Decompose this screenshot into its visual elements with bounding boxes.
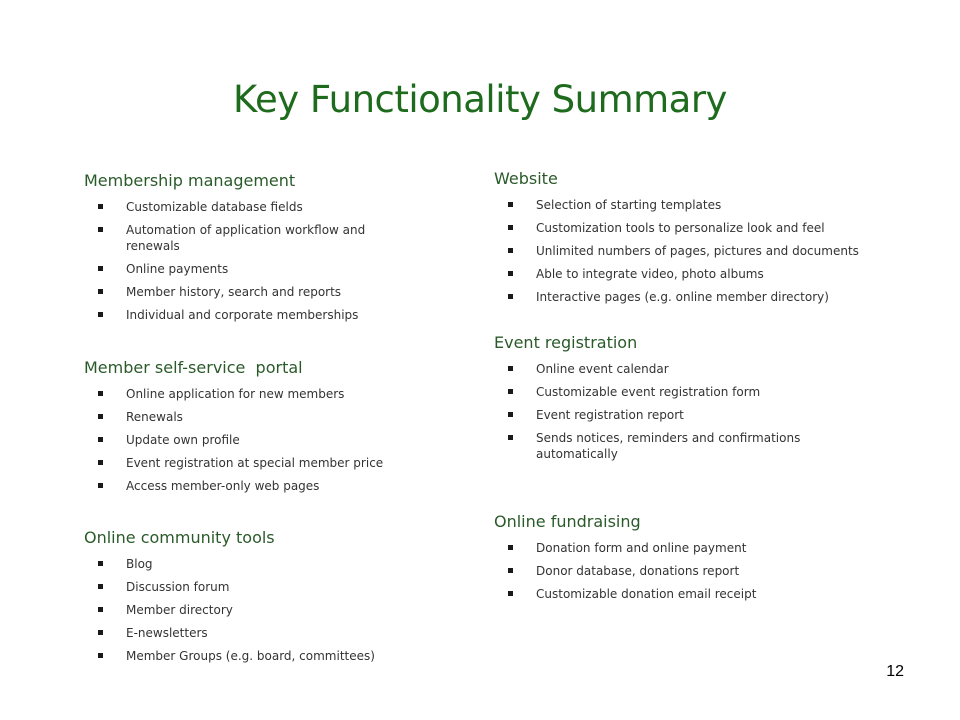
square-bullet-icon <box>98 204 103 209</box>
square-bullet-icon <box>98 653 103 658</box>
list-item-text: Event registration at special member price <box>126 456 384 470</box>
square-bullet-icon <box>98 607 103 612</box>
list-item-text: Renewals <box>126 410 183 424</box>
bullet-list <box>84 199 414 323</box>
list-item <box>84 455 414 471</box>
list-item <box>84 625 414 641</box>
section-heading: Event registration <box>494 333 638 352</box>
square-bullet-icon <box>508 435 513 440</box>
list-item <box>494 540 914 556</box>
list-item-text: Discussion forum <box>126 580 230 594</box>
square-bullet-icon <box>98 414 103 419</box>
list-item-text: Customizable event registration form <box>536 385 761 399</box>
square-bullet-icon <box>98 289 103 294</box>
section-heading: Online fundraising <box>494 512 641 531</box>
list-item-text: Blog <box>126 557 153 571</box>
square-bullet-icon <box>98 227 103 232</box>
list-item-text: Individual and corporate memberships <box>126 308 359 322</box>
list-item <box>84 432 414 448</box>
list-item-text: Member history, search and reports <box>126 285 342 299</box>
page-number: 12 <box>886 663 904 680</box>
list-item <box>494 220 914 236</box>
list-item <box>84 556 414 572</box>
square-bullet-icon <box>98 584 103 589</box>
list-item-text: Online payments <box>126 262 229 276</box>
section-online-fundraising <box>494 512 914 609</box>
square-bullet-icon <box>508 271 513 276</box>
square-bullet-icon <box>98 460 103 465</box>
list-item-text: Able to integrate video, photo albums <box>536 267 764 281</box>
section-website <box>494 169 914 312</box>
list-item <box>84 199 414 215</box>
list-item <box>494 361 914 377</box>
square-bullet-icon <box>98 266 103 271</box>
list-item-text: Donation form and online payment <box>536 541 747 555</box>
section-heading: Website <box>494 169 558 188</box>
list-item-text: Automation of application workflow and renewals <box>126 223 366 253</box>
square-bullet-icon <box>98 561 103 566</box>
section-heading: Membership management <box>84 171 296 190</box>
square-bullet-icon <box>508 389 513 394</box>
square-bullet-icon <box>98 483 103 488</box>
bullet-list <box>494 197 914 305</box>
list-item <box>494 430 914 462</box>
list-item-text: Unlimited numbers of pages, pictures and documents <box>536 244 859 258</box>
bullet-list <box>494 361 914 462</box>
square-bullet-icon <box>508 202 513 207</box>
list-item-text: Access member-only web pages <box>126 479 320 493</box>
list-item <box>84 579 414 595</box>
list-item <box>84 307 414 323</box>
square-bullet-icon <box>508 591 513 596</box>
list-item <box>84 261 414 277</box>
list-item-text: Event registration report <box>536 408 684 422</box>
bullet-list <box>494 540 914 602</box>
square-bullet-icon <box>508 248 513 253</box>
list-item-text: Customization tools to personalize look and feel <box>536 221 825 235</box>
list-item <box>84 602 414 618</box>
list-item-text: Member Groups (e.g. board, committees) <box>126 649 375 663</box>
list-item-text: Selection of starting templates <box>536 198 722 212</box>
list-item <box>84 409 414 425</box>
list-item <box>494 266 914 282</box>
list-item-text: Member directory <box>126 603 233 617</box>
square-bullet-icon <box>98 391 103 396</box>
square-bullet-icon <box>508 545 513 550</box>
list-item <box>494 407 914 423</box>
square-bullet-icon <box>98 437 103 442</box>
section-heading: Member self-service portal <box>84 358 303 377</box>
square-bullet-icon <box>98 312 103 317</box>
list-item <box>494 197 914 213</box>
square-bullet-icon <box>508 294 513 299</box>
list-item-text: Sends notices, reminders and confirmations automatically <box>536 431 801 461</box>
list-item <box>494 243 914 259</box>
list-item-text: Customizable database fields <box>126 200 303 214</box>
section-member-self-service-portal <box>84 358 414 501</box>
section-event-registration <box>494 333 914 469</box>
square-bullet-icon <box>508 225 513 230</box>
list-item-text: Online event calendar <box>536 362 669 376</box>
list-item <box>494 289 914 305</box>
list-item <box>84 284 414 300</box>
section-online-community-tools <box>84 528 414 671</box>
bullet-list <box>84 386 414 494</box>
list-item-text: Interactive pages (e.g. online member directory) <box>536 290 829 304</box>
list-item-text: Donor database, donations report <box>536 564 740 578</box>
section-membership-management <box>84 171 414 330</box>
list-item-text: E-newsletters <box>126 626 208 640</box>
list-item <box>84 222 414 254</box>
square-bullet-icon <box>98 630 103 635</box>
section-heading: Online community tools <box>84 528 275 547</box>
list-item <box>494 563 914 579</box>
square-bullet-icon <box>508 366 513 371</box>
slide-title: Key Functionality Summary <box>233 78 727 121</box>
bullet-list <box>84 556 414 664</box>
list-item <box>84 478 414 494</box>
list-item-text: Online application for new members <box>126 387 345 401</box>
list-item <box>494 586 914 602</box>
list-item <box>494 384 914 400</box>
list-item-text: Update own profile <box>126 433 240 447</box>
square-bullet-icon <box>508 568 513 573</box>
list-item <box>84 386 414 402</box>
list-item-text: Customizable donation email receipt <box>536 587 757 601</box>
square-bullet-icon <box>508 412 513 417</box>
list-item <box>84 648 414 664</box>
